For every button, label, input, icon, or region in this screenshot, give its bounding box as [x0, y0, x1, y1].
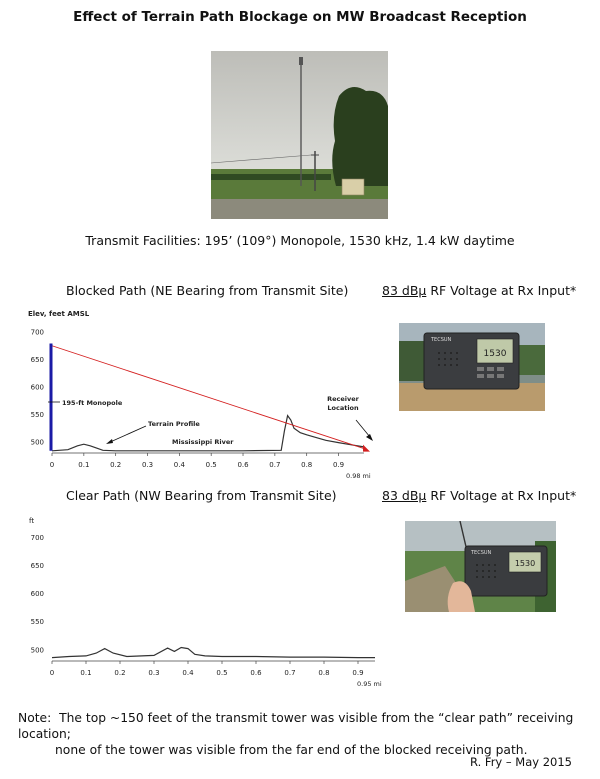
- clear-y-axis-label: ft: [29, 517, 35, 525]
- blocked-ytick-700: 700: [30, 328, 44, 337]
- note-line-2: none of the tower was visible from the far end of the blocked receiving path.: [55, 743, 528, 757]
- blocked-ytick-650: 650: [30, 356, 44, 364]
- clear-xtick-0.2: 0.2: [114, 669, 126, 677]
- receiver-location-label: Receiver Location: [327, 395, 359, 412]
- note-line-1: The top ~150 feet of the transmit tower was visible from the “clear path” receiving location;: [18, 711, 574, 741]
- clear-xtick-0.7: 0.7: [284, 669, 296, 677]
- blocked-y-axis-label: Elev, feet AMSL: [28, 310, 90, 318]
- transmit-tower-photo: [211, 51, 388, 219]
- clear-rf-value: 83 dBμ: [382, 488, 427, 503]
- blocked-rf-value: 83 dBμ: [382, 283, 427, 298]
- blocked-xtick-0.3: 0.3: [141, 461, 154, 469]
- clear-path-chart: [20, 510, 382, 695]
- blocked-rf-reading: [382, 283, 576, 298]
- clear-xtick-0.3: 0.3: [148, 669, 160, 677]
- clear-ytick-550: 550: [30, 618, 44, 627]
- radio-display-text-clear: 1530: [514, 559, 536, 568]
- clear-ytick-700: 700: [30, 533, 44, 542]
- clear-xtick-0.4: 0.4: [182, 669, 194, 677]
- blocked-x-end-label: 0.98 mi: [346, 472, 371, 480]
- clear-xtick-0.5: 0.5: [216, 669, 228, 677]
- blocked-xtick-0.1: 0.1: [78, 461, 90, 469]
- note-prefix: Note:: [18, 711, 52, 725]
- clear-xtick-0.9: 0.9: [352, 669, 364, 677]
- clear-rf-reading: [382, 488, 576, 503]
- blocked-ytick-500: 500: [30, 438, 44, 447]
- clear-x-end-label: 0.95 mi: [357, 680, 382, 688]
- blocked-ytick-600: 600: [30, 383, 44, 392]
- clear-xtick-0.1: 0.1: [80, 669, 92, 677]
- author-credit: R. Fry – May 2015: [470, 755, 572, 769]
- line-of-sight-line: [52, 346, 364, 449]
- tower-label: 195-ft Monopole: [62, 399, 123, 407]
- blocked-xtick-0.9: 0.9: [332, 461, 345, 469]
- blocked-ytick-550: 550: [30, 411, 44, 419]
- blocked-xtick-0.5: 0.5: [205, 461, 217, 469]
- clear-rf-suffix: RF Voltage at Rx Input*: [426, 488, 577, 503]
- radio-display-text: 1530: [483, 349, 507, 359]
- blocked-xtick-0.4: 0.4: [173, 461, 185, 469]
- clear-path-heading: Clear Path (NW Bearing from Transmit Site): [66, 488, 337, 503]
- clear-xtick-0.6: 0.6: [250, 669, 262, 677]
- blocked-xtick-0.7: 0.7: [269, 461, 281, 469]
- clear-ytick-600: 600: [30, 590, 44, 598]
- clear-ytick-500: 500: [30, 646, 44, 655]
- blocked-xtick-0.6: 0.6: [237, 461, 249, 469]
- transmit-facilities-caption: Transmit Facilities: 195’ (109°) Monopole, 1530 kHz, 1.4 kW daytime: [85, 233, 515, 248]
- page-title: Effect of Terrain Path Blockage on MW Broadcast Reception: [73, 9, 527, 25]
- blocked-rf-suffix: RF Voltage at Rx Input*: [426, 283, 577, 298]
- terrain-profile-label: Terrain Profile: [148, 420, 200, 428]
- radio-brand-text: TECSUN: [431, 337, 452, 343]
- radio-brand-text-clear: TECSUN: [471, 550, 492, 556]
- blocked-xtick-0: 0: [49, 461, 55, 469]
- clear-xtick-0.8: 0.8: [318, 669, 330, 677]
- receiver-radio-photo-clear: [405, 521, 556, 612]
- blocked-xtick-0.2: 0.2: [110, 461, 122, 469]
- blocked-xtick-0.8: 0.8: [301, 461, 313, 469]
- clear-ytick-650: 650: [30, 561, 44, 570]
- clear-terrain-line: [52, 648, 375, 658]
- clear-xtick-0: 0: [49, 669, 55, 677]
- blocked-path-chart: [20, 305, 382, 485]
- blocked-path-heading: Blocked Path (NE Bearing from Transmit Site): [66, 283, 349, 298]
- mississippi-river-label: Mississippi River: [172, 438, 234, 446]
- receiver-marker: [363, 445, 370, 452]
- footnote: [18, 710, 593, 758]
- receiver-radio-photo-blocked: [399, 323, 545, 411]
